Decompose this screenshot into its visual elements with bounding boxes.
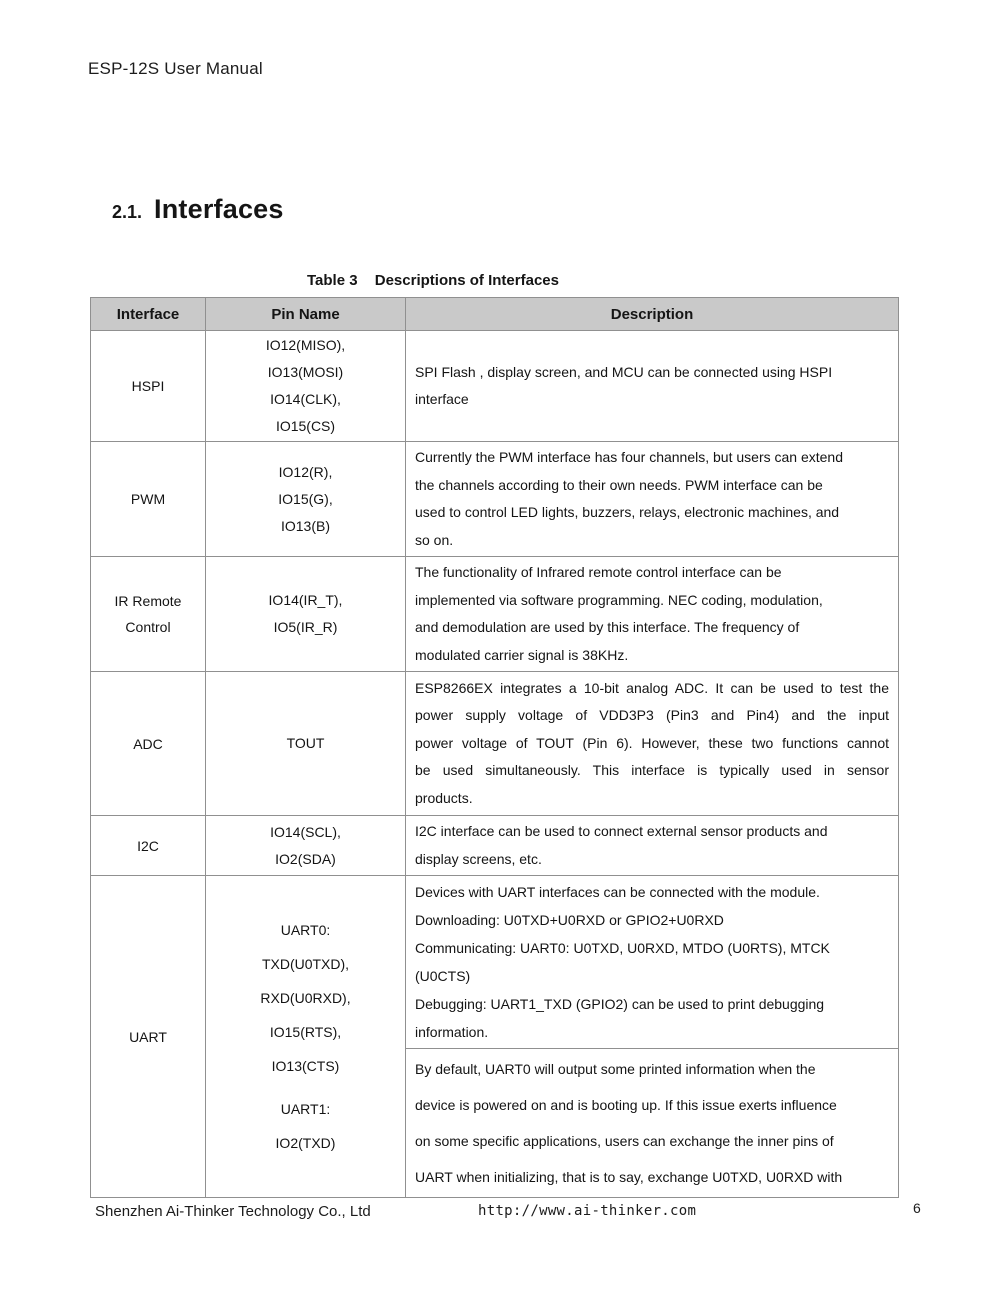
description-line: used to control LED lights, buzzers, relays, electronic machines, and bbox=[415, 504, 840, 520]
description-line: By default, UART0 will output some printed information when the bbox=[415, 1061, 816, 1077]
description-line: on some specific applications, users can exchange the inner pins of bbox=[415, 1133, 834, 1149]
description-line: so on. bbox=[415, 531, 454, 548]
table-header-row bbox=[91, 298, 899, 331]
description-line: implemented via software programming. NEC coding, modulation, bbox=[415, 591, 823, 608]
pin-name-cell bbox=[206, 442, 406, 557]
pin-line: UART0: bbox=[280, 922, 331, 938]
description-cell bbox=[406, 331, 899, 442]
description-line: Currently the PWM interface has four channels, but users can extend bbox=[415, 449, 843, 465]
description-line: be used simultaneously. This interface is typically used in sensor bbox=[415, 762, 889, 779]
description-cell bbox=[406, 876, 899, 1049]
description-line: the channels according to their own needs. PWM interface can be bbox=[415, 476, 823, 493]
interface-cell: PWM bbox=[91, 442, 206, 557]
table-row-uart bbox=[91, 876, 899, 1049]
pin-line: IO14(CLK), bbox=[270, 391, 341, 407]
description-cell bbox=[406, 557, 899, 672]
pin-line: IO2(TXD) bbox=[275, 1135, 336, 1151]
interface-cell: UART bbox=[91, 876, 206, 1198]
interface-cell: HSPI bbox=[91, 331, 206, 442]
footer-company: Shenzhen Ai-Thinker Technology Co., Ltd bbox=[95, 1203, 371, 1220]
section-title: Interfaces bbox=[154, 194, 284, 224]
footer-url: http://www.ai-thinker.com bbox=[478, 1203, 697, 1219]
footer-page-number: 6 bbox=[913, 1200, 921, 1216]
pin-line: IO2(SDA) bbox=[275, 850, 336, 867]
table-caption-label: Table 3 bbox=[307, 272, 358, 289]
description-line: Devices with UART interfaces can be connected with the module. bbox=[415, 884, 820, 900]
table-caption-title: Descriptions of Interfaces bbox=[374, 272, 559, 289]
pin-name-cell bbox=[206, 672, 406, 816]
table-row-hspi bbox=[91, 331, 899, 442]
description-line: and demodulation are used by this interface. The frequency of bbox=[415, 619, 800, 635]
description-line: information. bbox=[415, 1024, 489, 1040]
table-caption bbox=[307, 272, 559, 289]
description-cell bbox=[406, 672, 899, 816]
pin-line: UART1: bbox=[280, 1101, 331, 1117]
description-line: I2C interface can be used to connect external sensor products and bbox=[415, 823, 828, 839]
pin-line: IO12(MISO), bbox=[265, 337, 346, 353]
pin-line: RXD(U0RXD), bbox=[260, 990, 351, 1006]
description-line: products. bbox=[415, 789, 473, 806]
document-header-title: ESP-12S User Manual bbox=[88, 59, 263, 78]
description-line: UART when initializing, that is to say, exchange U0TXD, U0RXD with bbox=[415, 1169, 843, 1185]
description-line: modulated carrier signal is 38KHz. bbox=[415, 646, 629, 663]
description-line: device is powered on and is booting up. If this issue exerts influence bbox=[415, 1097, 837, 1113]
description-line: Downloading: U0TXD+U0RXD or GPIO2+U0RXD bbox=[415, 912, 724, 928]
pin-line: IO15(G), bbox=[278, 490, 333, 507]
interface-cell: I2C bbox=[91, 816, 206, 876]
table-row-adc bbox=[91, 672, 899, 816]
pin-line: IO13(CTS) bbox=[271, 1058, 340, 1074]
pin-line: IO14(SCL), bbox=[270, 823, 341, 840]
pin-line: IO13(MOSI) bbox=[267, 364, 344, 380]
pin-line: IO15(CS) bbox=[275, 418, 336, 434]
pin-line: IO13(B) bbox=[280, 517, 330, 534]
col-header-pin-name: Pin Name bbox=[206, 298, 406, 331]
pin-line: TOUT bbox=[286, 735, 325, 751]
description-line: interface bbox=[415, 391, 469, 407]
description-line: ESP8266EX integrates a 10-bit analog ADC. It can be used to test the bbox=[415, 679, 889, 696]
description-line: Debugging: UART1_TXD (GPIO2) can be used to print debugging bbox=[415, 996, 825, 1012]
interface-cell: ADC bbox=[91, 672, 206, 816]
pin-line: IO15(RTS), bbox=[269, 1024, 342, 1040]
description-cell bbox=[406, 1049, 899, 1198]
pin-name-cell bbox=[206, 816, 406, 876]
description-cell bbox=[406, 442, 899, 557]
description-line: power supply voltage of VDD3P3 (Pin3 and Pin4) and the input bbox=[415, 707, 889, 724]
description-line: power voltage of TOUT (Pin 6). However, these two functions cannot bbox=[415, 734, 889, 751]
pin-line: TXD(U0TXD), bbox=[261, 956, 350, 972]
description-line: SPI Flash , display screen, and MCU can be connected using HSPI bbox=[415, 363, 833, 380]
table-row-i2c bbox=[91, 816, 899, 876]
pin-line: IO12(R), bbox=[278, 463, 333, 480]
section-heading bbox=[112, 194, 284, 225]
pin-name-cell bbox=[206, 876, 406, 1198]
description-line: Communicating: UART0: U0TXD, U0RXD, MTDO (U0RTS), MTCK bbox=[415, 940, 830, 956]
table-row-ir-remote bbox=[91, 557, 899, 672]
description-line: (U0CTS) bbox=[415, 968, 471, 984]
pin-line: IO5(IR_R) bbox=[273, 619, 338, 635]
interfaces-table bbox=[90, 297, 899, 1198]
section-number: 2.1. bbox=[112, 202, 143, 222]
description-line: display screens, etc. bbox=[415, 850, 542, 867]
table-row-pwm bbox=[91, 442, 899, 557]
col-header-description: Description bbox=[406, 298, 899, 331]
pin-name-cell bbox=[206, 557, 406, 672]
interface-cell: IR Remote Control bbox=[91, 557, 206, 672]
description-line: The functionality of Infrared remote control interface can be bbox=[415, 564, 782, 580]
pin-line: IO14(IR_T), bbox=[268, 592, 343, 608]
pin-name-cell bbox=[206, 331, 406, 442]
col-header-interface: Interface bbox=[91, 298, 206, 331]
description-cell bbox=[406, 816, 899, 876]
